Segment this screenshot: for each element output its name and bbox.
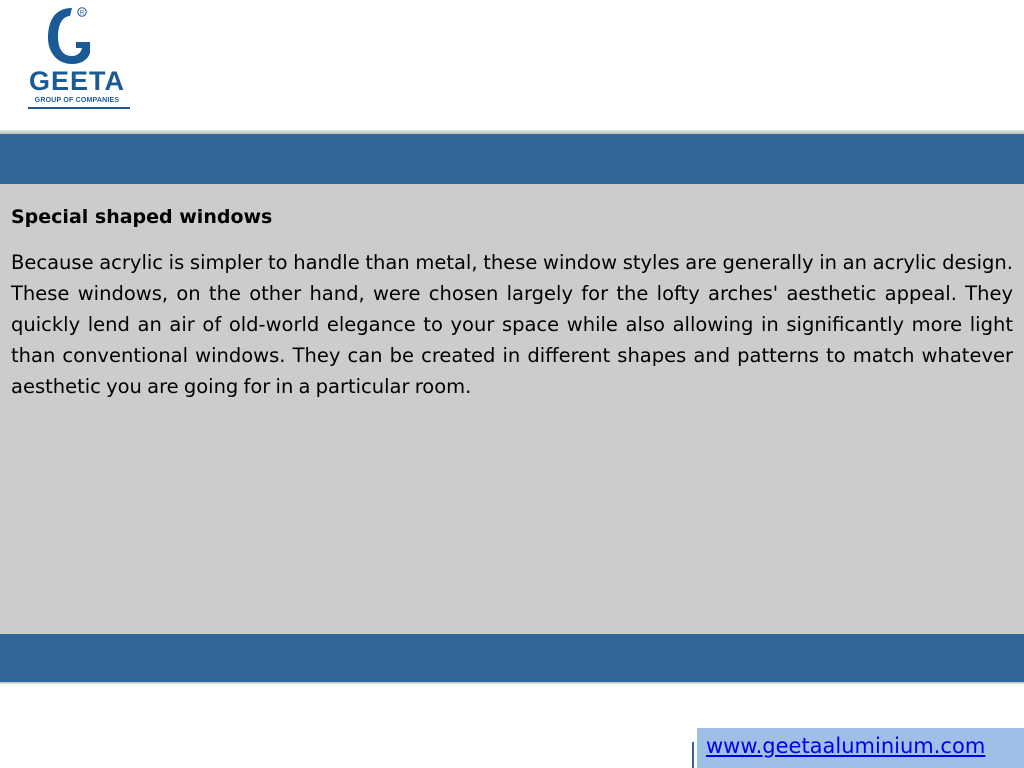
website-link[interactable]: www.geetaaluminium.com xyxy=(706,734,986,758)
logo-tagline: GROUP OF COMPANIES xyxy=(34,97,120,104)
footer-divider-shadow xyxy=(0,682,1024,685)
section-heading: Special shaped windows xyxy=(11,206,273,228)
geeta-logo-mark xyxy=(24,4,134,99)
footer-accent-bar xyxy=(692,742,694,768)
website-link-box xyxy=(697,728,1024,768)
geeta-logo xyxy=(24,4,134,112)
logo-underline xyxy=(28,107,130,109)
footer-band xyxy=(0,634,1024,682)
content-panel xyxy=(0,184,1024,634)
svg-text:R: R xyxy=(79,10,85,17)
header-band xyxy=(0,134,1024,184)
svg-text:GEETA: GEETA xyxy=(28,66,126,96)
section-paragraph: Because acrylic is simpler to handle than metal, these window styles are generally in an acrylic design. These windows, on the other hand, were chosen largely for the lofty arches' aesthetic appeal. They quickly lend an air of old-world elegance to your space while also allowing in significantly more light than conventional windows. They can be created in different shapes and patterns to match whatever aesthetic you are going for in a particular room. xyxy=(11,251,1013,398)
